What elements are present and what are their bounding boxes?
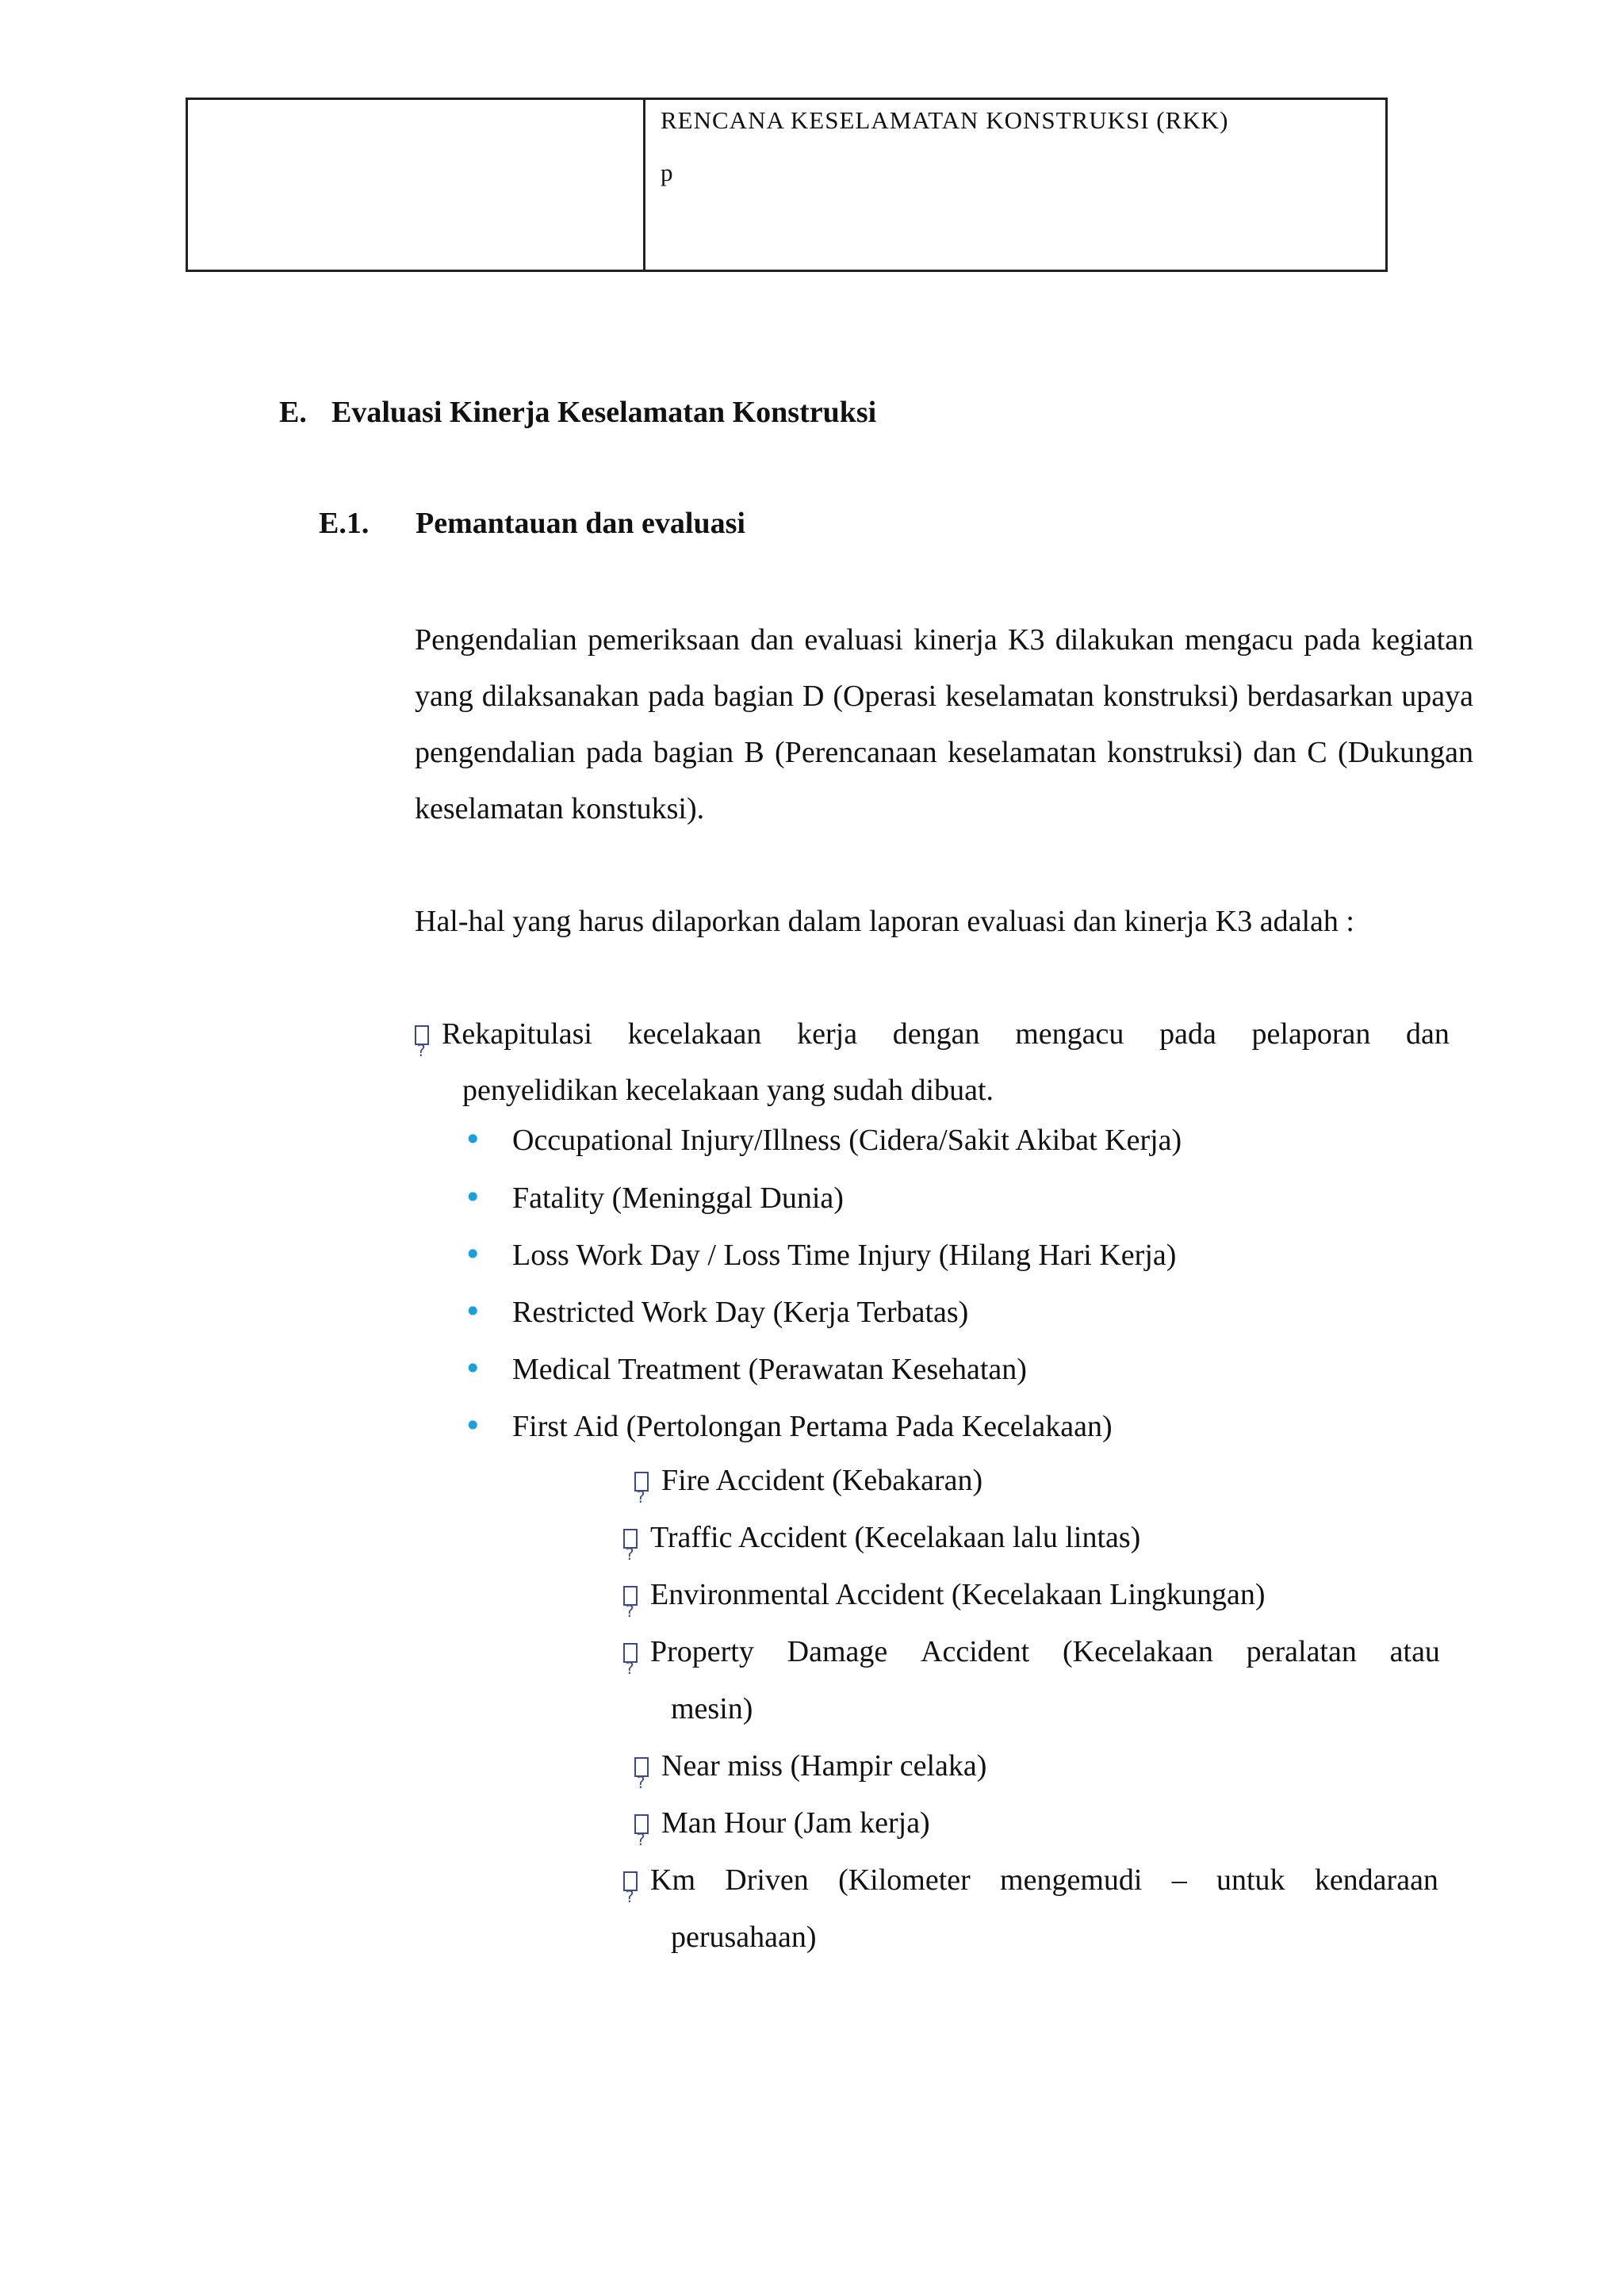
header-table (186, 98, 1388, 272)
subsection-heading (319, 506, 745, 541)
km-driven-continuation: perusahaan) (671, 1921, 817, 1954)
missing-glyph-icon (623, 1586, 638, 1606)
bullet-icon: • (464, 1237, 482, 1272)
bullet-item: • Occupational Injury/Illness (Cidera/Sakit Akibat Kerja) (464, 1122, 1182, 1157)
man-hour-item: ?Man Hour (Jam kerja) (634, 1795, 930, 1852)
bullet-icon: • (464, 1180, 482, 1215)
lead-word-7: pelaporan (1251, 1017, 1371, 1051)
bullet-item: • Fatality (Meninggal Dunia) (464, 1180, 844, 1215)
bullet-icon: • (464, 1294, 482, 1329)
bullet-item: • Medical Treatment (Perawatan Kesehatan) (464, 1351, 1027, 1386)
missing-glyph-icon (634, 1757, 649, 1777)
km-driven-item: ?Km Driven (Kilometer mengemudi – untuk kendaraan (623, 1852, 1438, 1909)
section-heading (279, 395, 876, 430)
environmental-accident-item: ?Environmental Accident (Kecelakaan Lingkungan) (623, 1567, 1266, 1623)
missing-glyph-icon (415, 1025, 429, 1045)
bullet-item: • Restricted Work Day (Kerja Terbatas) (464, 1294, 969, 1329)
bullet-icon: • (464, 1351, 482, 1386)
property-damage-item: ?Property Damage Accident (Kecelakaan peralatan atau (623, 1624, 1440, 1680)
table-divider (643, 100, 645, 270)
paragraph-2: Hal-hal yang harus dilaporkan dalam laporan evaluasi dan kinerja K3 adalah : (415, 905, 1354, 938)
paragraph-1: Pengendalian pemeriksaan dan evaluasi kinerja K3 dilakukan mengacu pada kegiatan yang dilaksanakan pada bagian D (Operasi keselamatan konstruksi) berdasarkan upaya pengendalian pada bagian B (Perencanaan keselamatan konstruksi) dan C (Dukungan keselamatan konstuksi). (415, 623, 1473, 825)
lead-word-5: mengacu (1015, 1017, 1124, 1051)
subsection-title: Pemantauan dan evaluasi (416, 507, 745, 540)
lead-word-2: kecelakaan (627, 1017, 762, 1051)
bullet-icon: • (464, 1122, 482, 1157)
traffic-accident-item: ?Traffic Accident (Kecelakaan lalu lintas) (623, 1510, 1140, 1566)
bullet-icon: • (464, 1408, 482, 1443)
property-damage-continuation: mesin) (671, 1692, 753, 1725)
near-miss-item: ?Near miss (Hampir celaka) (634, 1738, 986, 1794)
lead-item (415, 1006, 1450, 1119)
section-title: Evaluasi Kinerja Keselamatan Konstruksi (331, 396, 877, 429)
missing-glyph-icon (623, 1643, 638, 1663)
bullet-item: • First Aid (Pertolongan Pertama Pada Kecelakaan) (464, 1408, 1113, 1443)
lead-word-1: ?Rekapitulasi (415, 1006, 592, 1063)
missing-glyph-icon (623, 1529, 638, 1549)
lead-word-6: pada (1159, 1017, 1216, 1051)
bullet-item: • Loss Work Day / Loss Time Injury (Hilang Hari Kerja) (464, 1237, 1177, 1272)
lead-line-2: penyelidikan kecelakaan yang sudah dibuat. (462, 1074, 994, 1107)
lead-word-3: kerja (797, 1017, 858, 1051)
fire-accident-item: ?Fire Accident (Kebakaran) (634, 1453, 982, 1509)
subsection-number: E.1. (319, 507, 370, 540)
missing-glyph-icon (623, 1871, 638, 1891)
missing-glyph-icon (634, 1472, 649, 1492)
lead-line-1 (415, 1006, 1450, 1063)
header-title: RENCANA KESELAMATAN KONSTRUKSI (RKK) (661, 106, 1229, 134)
header-subtext: p (661, 159, 673, 186)
lead-word-8: dan (1406, 1017, 1450, 1051)
section-number: E. (279, 396, 307, 429)
missing-glyph-icon (634, 1814, 649, 1834)
lead-word-4: dengan (892, 1017, 980, 1051)
